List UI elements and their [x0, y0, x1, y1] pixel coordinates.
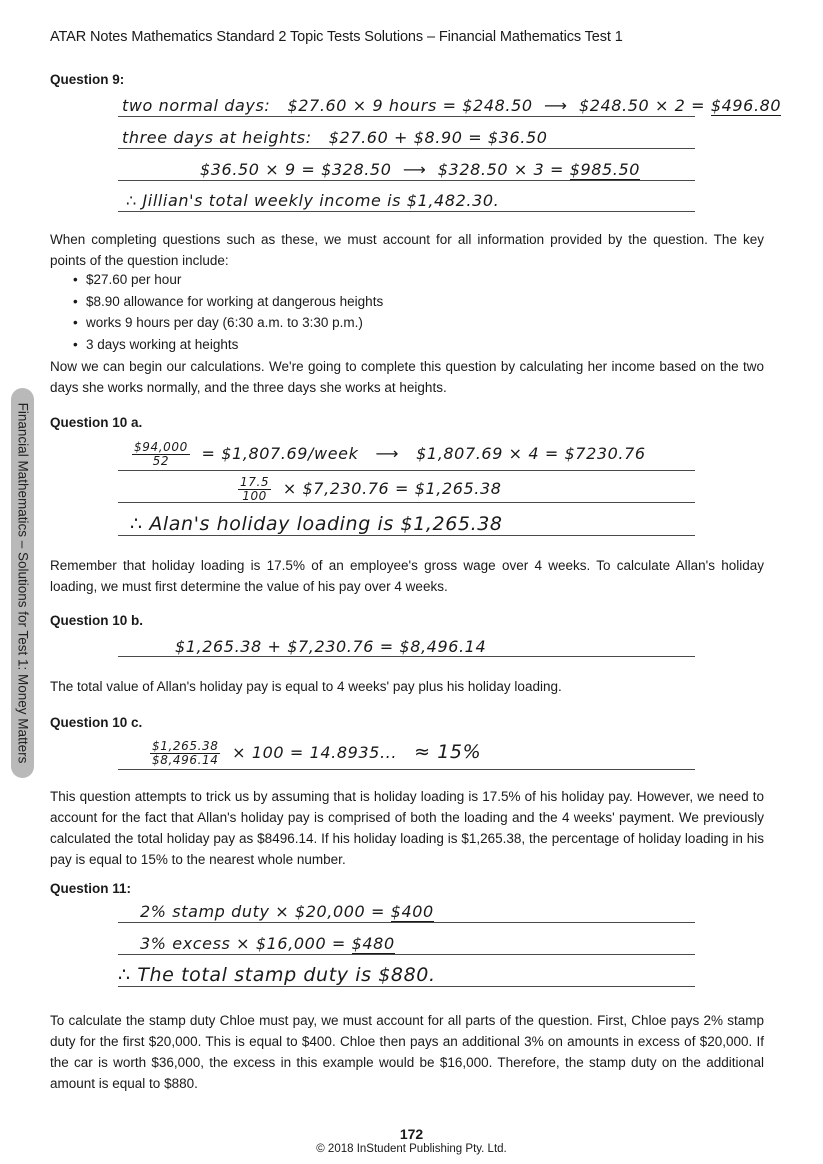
q10a-working-conclusion: ∴ Alan's holiday loading is $1,265.38	[130, 513, 503, 535]
q11-working-row-1	[140, 902, 434, 921]
arrow-right-icon: ⟶	[375, 444, 400, 463]
question-10c-heading: Question 10 c.	[50, 715, 143, 730]
q9-intro-paragraph: When completing questions such as these, we must account for all information provided by the question. The key points of the question include:	[50, 232, 764, 268]
fraction-numerator: $1,265.38	[152, 739, 219, 753]
q10a-working-row-2	[238, 476, 502, 503]
q9-line1-label: two normal days:	[122, 96, 271, 115]
q9-line2-calc: $27.60 + $8.90 = $36.50	[328, 128, 548, 147]
list-item: • works 9 hours per day (6:30 a.m. to 3:30 p.m.)	[73, 312, 383, 334]
q11-line2-calc: 3% excess × $16,000 =	[140, 934, 346, 953]
q9-line1-calc2: $248.50 × 2 =	[578, 96, 706, 115]
q9-working-row-1	[122, 96, 781, 115]
q11-line2-result: $480	[351, 934, 395, 953]
question-9-heading: Question 9:	[50, 72, 125, 87]
q11-line1-calc: 2% stamp duty × $20,000 =	[140, 902, 385, 921]
q9-line3-result: $985.50	[569, 160, 641, 179]
working-line	[118, 211, 695, 212]
q10c-working-row-1	[150, 740, 481, 767]
q11-explanation-paragraph: To calculate the stamp duty Chloe must pay, we must account for all parts of the question. First, Chloe pays 2% stamp duty for the first $20,000. This is equal to $400. Chloe then pays an additional 3% on amounts in excess of $20,000. If the car is worth $36,000, the excess in this example would be $16,000. Therefore, the stamp duty on the additional amount is equal to $880.	[50, 1013, 764, 1091]
working-line	[118, 180, 695, 181]
working-line	[118, 954, 695, 955]
working-line	[118, 769, 695, 770]
q9-working-conclusion: ∴ Jillian's total weekly income is $1,482.30.	[126, 191, 500, 210]
chapter-side-tab	[11, 388, 34, 778]
q11-working-conclusion: ∴ The total stamp duty is $880.	[118, 964, 436, 986]
working-line	[118, 470, 695, 471]
q9-line2-label: three days at heights:	[122, 128, 312, 147]
working-line	[118, 116, 695, 117]
list-item: • $27.60 per hour	[73, 269, 383, 291]
page-number: 172	[399, 1126, 424, 1142]
question-10b-heading: Question 10 b.	[50, 613, 144, 628]
working-line	[118, 148, 695, 149]
list-item: • 3 days working at heights	[73, 334, 383, 356]
fraction-numerator: 17.5	[240, 475, 270, 489]
q11-working-row-2	[140, 934, 395, 953]
copyright-notice: © 2018 InStudent Publishing Pty. Ltd.	[316, 1143, 507, 1155]
chapter-side-tab-label: Financial Mathematics – Solutions for Test 1: Money Matters	[15, 402, 30, 764]
working-line	[118, 535, 695, 536]
q10a-line1-calc: = $1,807.69/week	[201, 444, 359, 463]
fraction-numerator: $94,000	[134, 440, 188, 454]
q10c-explanation-paragraph: This question attempts to trick us by assuming that is holiday loading is 17.5% of his holiday pay. However, we need to account for the fact that Allan's holiday pay is comprised of both the loading and the 4 weeks' payment. We previously calculated the total holiday pay as $8496.14. If his holiday loading is $1,265.38, the percentage of holiday loading in his pay is equal to 15% to the nearest whole number.	[50, 789, 764, 867]
fraction-denominator: $8,496.14	[152, 753, 219, 767]
q10c-line1-calc: × 100 = 14.8935...	[232, 743, 398, 762]
working-line	[118, 656, 695, 657]
question-11-heading: Question 11:	[50, 881, 132, 896]
q10b-explanation-paragraph: The total value of Allan's holiday pay is equal to 4 weeks' pay plus his holiday loading.	[50, 679, 562, 694]
q10b-working-row-1: $1,265.38 + $7,230.76 = $8,496.14	[175, 637, 487, 656]
q10c-line1-approx: ≈ 15%	[414, 741, 482, 763]
q9-line1-result: $496.80	[710, 96, 782, 115]
fraction	[150, 740, 220, 767]
q9-line3-calc2: $328.50 × 3 =	[437, 160, 564, 179]
arrow-right-icon: ⟶	[402, 160, 427, 179]
q10a-explanation-paragraph: Remember that holiday loading is 17.5% of an employee's gross wage over 4 weeks. To calculate Allan's holiday loading, we must first determine the value of his pay over 4 weeks.	[50, 558, 764, 594]
q9-working-row-2	[122, 128, 548, 147]
fraction	[238, 476, 271, 503]
q10a-line1-calc2: $1,807.69 × 4 = $7230.76	[416, 444, 646, 463]
arrow-right-icon: ⟶	[544, 96, 568, 115]
q9-explanation-paragraph: Now we can begin our calculations. We're going to complete this question by calculating her income based on the two days she works normally, and the three days she works at heights.	[50, 359, 764, 395]
q10a-working-row-1	[132, 441, 646, 468]
running-header: ATAR Notes Mathematics Standard 2 Topic Tests Solutions – Financial Mathematics Test 1	[50, 29, 623, 45]
fraction-denominator: 52	[152, 454, 170, 468]
working-line	[118, 986, 695, 987]
q9-key-points-list	[73, 269, 383, 355]
fraction-denominator: 100	[242, 489, 267, 503]
q11-line1-result: $400	[390, 902, 434, 921]
question-10a-heading: Question 10 a.	[50, 415, 143, 430]
q9-line3-calc: $36.50 × 9 = $328.50	[200, 160, 392, 179]
q9-working-row-3	[200, 160, 640, 179]
working-line	[118, 922, 695, 923]
fraction	[132, 441, 190, 468]
list-item: • $8.90 allowance for working at dangerous heights	[73, 291, 383, 313]
q9-line1-calc: $27.60 × 9 hours = $248.50	[287, 96, 533, 115]
q10a-line2-calc: × $7,230.76 = $1,265.38	[282, 479, 502, 498]
